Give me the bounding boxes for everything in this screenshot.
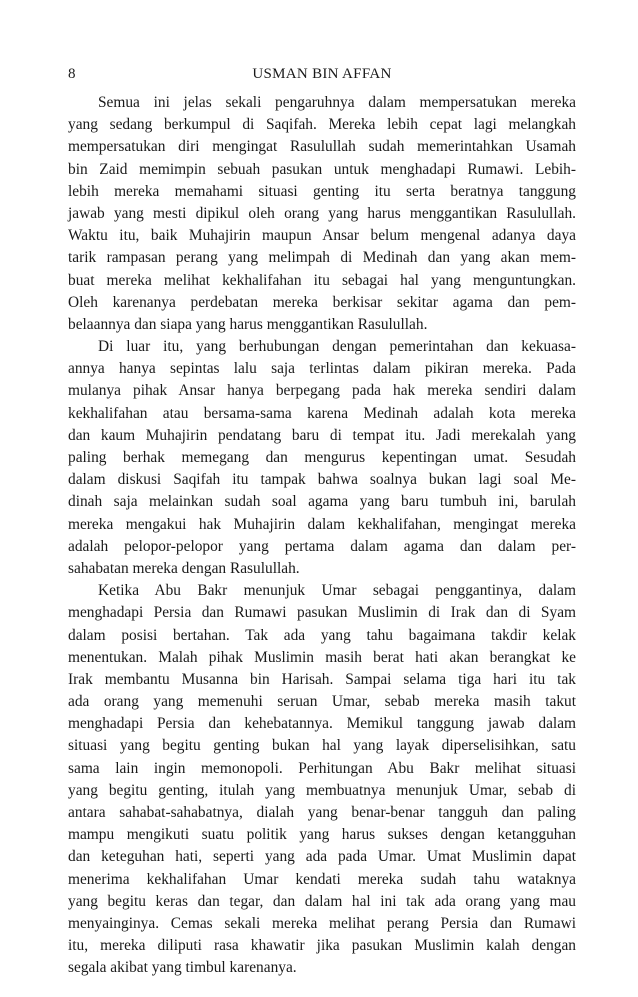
text-line: jawab yang mesti dipikul oleh orang yang harus menggantikan Rasulullah. — [68, 204, 576, 222]
text-line: belaannya dan siapa yang harus menggantikan Rasulullah. — [68, 315, 428, 333]
text-line: Semua ini jelas sekali pengaruhnya dalam mempersatukan mereka — [98, 94, 576, 111]
text-line: itu, mereka diliputi rasa khawatir jika pasukan Muslimin kalah dengan — [68, 937, 576, 955]
text-line: menghadapi Persia dan kehebatannya. Memikul tanggung jawab dalam — [68, 715, 576, 733]
text-line: dalam posisi bertahan. Tak ada yang tahu bagaimana takdir kelak — [68, 626, 576, 644]
text-line: kekhalifahan atau bersama-sama karena Medinah adalah kota mereka — [68, 404, 576, 422]
text-line: yang begitu keras dan tegar, dan dalam hal ini tak ada orang yang mau — [68, 892, 576, 910]
text-line: Di luar itu, yang berhubungan dengan pemerintahan dan kekuasa- — [98, 338, 576, 356]
text-line: menerima kekhalifahan Umar kendati mereka sudah tahu wataknya — [68, 870, 576, 888]
text-line: adalah pelopor-pelopor yang pertama dalam agama dan dalam per- — [68, 537, 576, 555]
text-line: paling berhak memegang dan mengurus kepentingan umat. Sesudah — [68, 449, 576, 466]
text-line: segala akibat yang timbul karenanya. — [68, 959, 297, 977]
text-line: mampu mengikuti suatu politik yang harus sukses dengan ketangguhan — [68, 826, 576, 844]
paragraph-2 — [68, 336, 576, 580]
text-line: bin Zaid memimpin sebuah pasukan untuk menghadapi Rumawi. Lebih- — [68, 160, 576, 178]
text-line: Waktu itu, baik Muhajirin maupun Ansar belum mengenal adanya daya — [68, 227, 576, 245]
text-line: menyainginya. Cemas sekali mereka melihat perang Persia dan Rumawi — [68, 914, 576, 932]
text-line: buat mereka melihat kekhalifahan itu sebagai hal yang menguntungkan. — [68, 271, 576, 289]
text-line: tarik rampasan perang yang melimpah di Medinah dan yang akan mem- — [68, 249, 576, 267]
text-line: annya hanya sepintas lalu saja terlintas dalam pikiran mereka. Pada — [68, 360, 576, 378]
text-line: Irak membantu Musanna bin Harisah. Sampai selama tiga hari itu tak — [68, 670, 576, 688]
text-line: Ketika Abu Bakr menunjuk Umar sebagai penggantinya, dalam — [98, 582, 576, 600]
text-line: sama lain ingin memonopoli. Perhitungan Abu Bakr melihat situasi — [68, 759, 576, 777]
running-head: USMAN BIN AFFAN — [252, 66, 392, 82]
text-line: menghadapi Persia dan Rumawi pasukan Muslimin di Irak dan di Syam — [68, 604, 576, 622]
text-line: menentukan. Malah pihak Muslimin masih berat hati akan berangkat ke — [68, 648, 576, 666]
body-text — [68, 92, 576, 980]
text-line: dinah saja melainkan sudah soal agama yang baru tumbuh ini, barulah — [68, 493, 576, 511]
text-line: yang begitu genting, itulah yang membuatnya menunjuk Umar, sebab di — [68, 781, 576, 799]
text-line: dan kaum Muhajirin pendatang baru di tempat itu. Jadi merekalah yang — [68, 426, 576, 444]
page-header — [68, 66, 576, 86]
text-line: situasi yang begitu genting bukan hal yang layak diperselisihkan, satu — [68, 737, 576, 755]
text-line: mempersatukan diri mengingat Rasulullah sudah memerintahkan Usamah — [68, 138, 576, 156]
text-line: mulanya pihak Ansar hanya berpegang pada hak mereka sendiri dalam — [68, 382, 576, 400]
text-line: antara sahabat-sahabatnya, dialah yang benar-benar tangguh dan paling — [68, 804, 576, 821]
page-number: 8 — [68, 66, 76, 82]
text-line: dan keteguhan hati, seperti yang ada pada Umar. Umat Muslimin dapat — [68, 848, 576, 866]
text-line: yang sedang berkumpul di Saqifah. Mereka lebih cepat lagi melangkah — [68, 116, 576, 134]
text-line: Oleh karenanya perdebatan mereka berkisar sekitar agama dan pem- — [68, 293, 576, 311]
text-line: mereka mengakui hak Muhajirin dalam kekhalifahan, mengingat mereka — [68, 515, 576, 533]
paragraph-1 — [68, 92, 576, 336]
paragraph-3 — [68, 580, 576, 979]
text-line: lebih mereka memahami situasi genting itu serta beratnya tanggung — [68, 182, 576, 200]
text-line: sahabatan mereka dengan Rasulullah. — [68, 559, 300, 577]
text-line: ada orang yang memenuhi seruan Umar, sebab mereka masih takut — [68, 693, 576, 711]
text-line: dalam diskusi Saqifah itu tampak bahwa soalnya bukan lagi soal Me- — [68, 471, 576, 489]
